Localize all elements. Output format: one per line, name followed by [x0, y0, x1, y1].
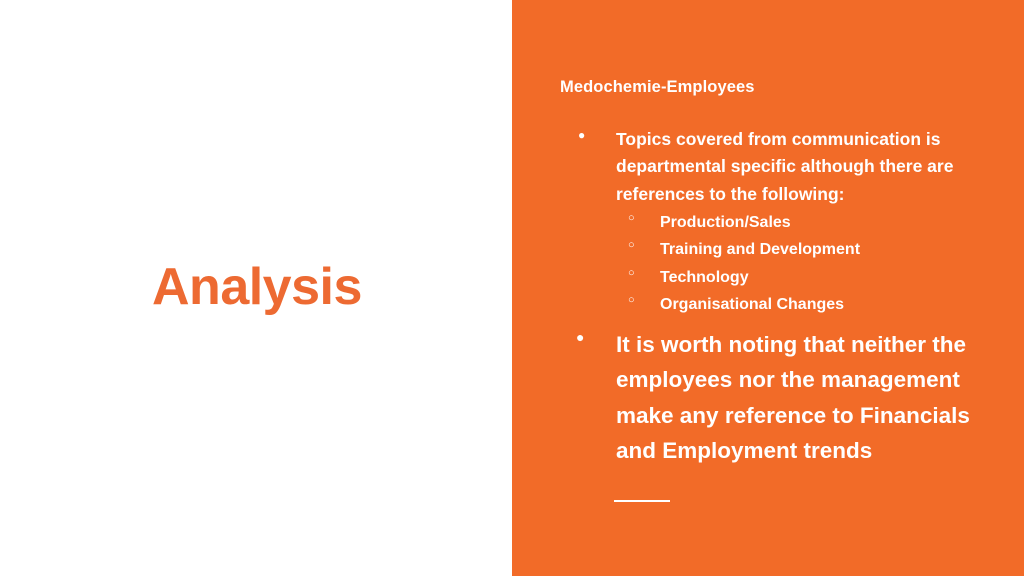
- decorative-underline: [614, 500, 670, 502]
- bullet-circle-icon: ○: [628, 239, 635, 252]
- bullet-circle-icon: ○: [628, 266, 635, 279]
- bullet-circle-icon: ○: [628, 211, 635, 224]
- list-item: [560, 236, 980, 264]
- bullet-disc-icon: ●: [576, 328, 585, 345]
- list-item-label: It is worth noting that neither the employees nor the management make any reference to Financials and Employment trends: [616, 331, 970, 463]
- page-title: Analysis: [152, 258, 362, 317]
- bullet-circle-icon: ○: [628, 294, 635, 307]
- bullet-disc-icon: ●: [578, 128, 586, 142]
- sub-bullet-list: [560, 209, 980, 319]
- list-item-label: Technology: [660, 268, 749, 286]
- list-item: [560, 264, 980, 292]
- bullet-list: [560, 126, 980, 468]
- list-item-label: Organisational Changes: [660, 296, 845, 314]
- list-item-label: Production/Sales: [660, 213, 791, 231]
- list-item-label: Topics covered from communication is departmental specific although there are references to the following:: [616, 129, 954, 204]
- content-column: [560, 0, 980, 576]
- list-item: [560, 209, 980, 237]
- list-item: [560, 327, 980, 468]
- list-item: [560, 126, 980, 208]
- list-item: [560, 291, 980, 319]
- content-heading: Medochemie-Employees: [560, 78, 755, 96]
- list-item-label: Training and Development: [660, 241, 861, 259]
